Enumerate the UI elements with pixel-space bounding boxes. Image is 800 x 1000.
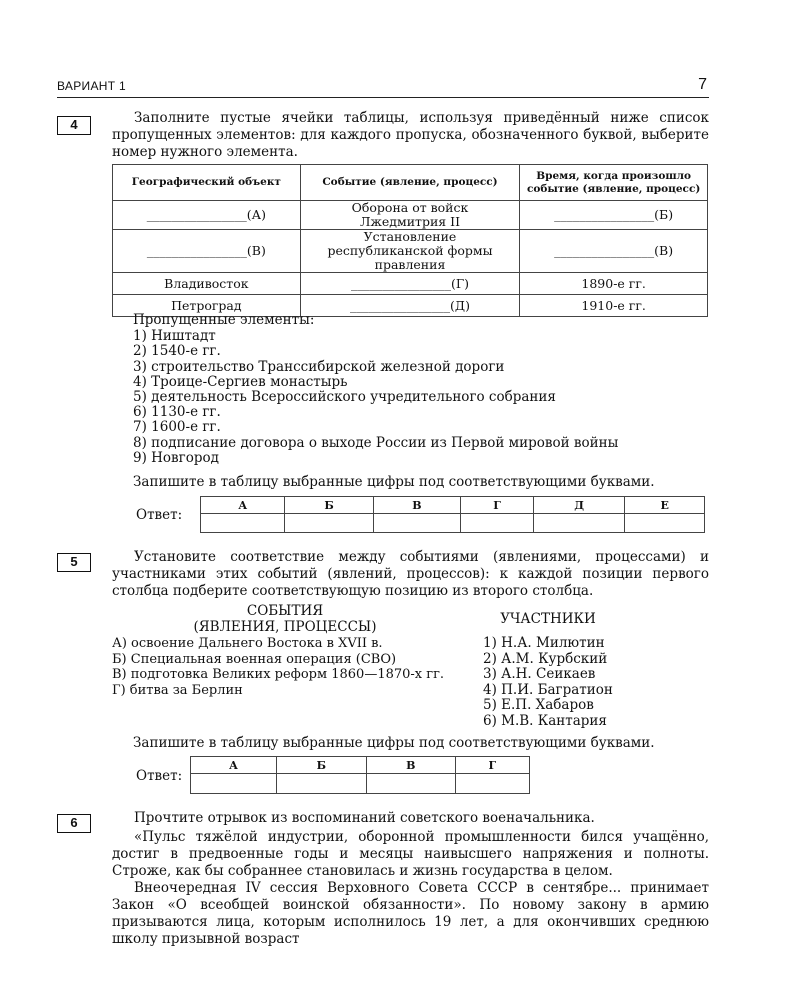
answer-letter: Б [285, 497, 373, 514]
answer-letter: В [373, 497, 460, 514]
answer-cell[interactable] [455, 774, 529, 794]
question-4-number: 4 [57, 116, 91, 135]
answer-letter: А [191, 757, 277, 774]
question-6-paragraph-2: Внеочередная IV сессия Верховного Совета СССР в сентябре... принимает Закон «О всеобщей воинской обязанности». По новому закону в армию призываются лица, которым исполнилось 19 лет, а для окончивших среднюю школу призывной возраст [112, 880, 709, 947]
list-item: 4) Троице-Сергиев монастырь [133, 373, 348, 390]
answer-cell[interactable] [285, 514, 373, 533]
page-header [57, 78, 709, 98]
table-row [113, 273, 708, 295]
list-item: 4) П.И. Багратион [483, 681, 613, 698]
table-cell: ________________(Д) [300, 295, 520, 317]
list-item: 2) 1540-е гг. [133, 343, 221, 360]
events-title-line-2: (ЯВЛЕНИЯ, ПРОЦЕССЫ) [193, 619, 377, 635]
list-item: 1) Ништадт [133, 328, 216, 345]
question-6-intro: Прочтите отрывок из воспоминаний советского военачальника. [134, 810, 595, 826]
question-4-intro: Заполните пустые ячейки таблицы, используя приведённый ниже список пропущенных элементов: для каждого пропуска, обозначенного буквой, выберите номер нужного элемента. [112, 110, 709, 160]
question-5-instruction: Запишите в таблицу выбранные цифры под соответствующими буквами. [133, 735, 655, 751]
answer-letter: Б [276, 757, 366, 774]
list-item: Б) Специальная военная операция (СВО) [112, 651, 397, 667]
table-header-event: Событие (явление, процесс) [300, 165, 520, 201]
answer-cell[interactable] [366, 774, 455, 794]
table-cell: ________________(Б) [520, 201, 708, 230]
page-number: 7 [698, 76, 707, 93]
events-title-line-1: СОБЫТИЯ [246, 603, 324, 619]
list-item: В) подготовка Великих реформ 1860—1870-х гг. [112, 667, 445, 682]
list-item: 1) Н.А. Милютин [483, 635, 605, 651]
list-item: 6) М.В. Кантария [483, 712, 607, 729]
answer-cell[interactable] [276, 774, 366, 794]
table-cell: ________________(Г) [300, 273, 520, 295]
question-4-answer-label: Ответ: [136, 507, 183, 523]
list-item: Г) битва за Берлин [112, 682, 243, 698]
participants-list [483, 636, 613, 729]
list-item: 3) А.Н. Сеикаев [483, 666, 596, 682]
table-row [113, 230, 708, 273]
question-5-answer-table [190, 756, 530, 794]
table-cell: Установление республиканской формы правления [300, 230, 520, 273]
list-item: 7) 1600-е гг. [133, 419, 221, 436]
variant-label: ВАРИАНТ 1 [57, 79, 126, 93]
answer-cell[interactable] [625, 514, 705, 533]
answer-cell[interactable] [534, 514, 625, 533]
question-5-number: 5 [57, 553, 91, 572]
question-4-table [112, 164, 708, 317]
table-cell: Владивосток [113, 273, 301, 295]
table-header-time: Время, когда произошло событие (явление, процесс) [520, 165, 708, 201]
answer-letter: Е [625, 497, 705, 514]
missing-elements-title: Пропущенные элементы: [133, 312, 315, 328]
question-5-intro: Установите соответствие между событиями (явлениями, процессами) и участниками этих событий (явлений, процессов): к каждой позиции первого столбца подберите соответствующую позицию из второго столбца. [112, 549, 709, 599]
events-list [112, 636, 444, 698]
participants-column-title: УЧАСТНИКИ [500, 611, 596, 627]
missing-elements-list [133, 313, 618, 466]
answer-cell[interactable] [461, 514, 534, 533]
table-row [113, 201, 708, 230]
list-item: 5) деятельность Всероссийского учредительного собрания [133, 389, 556, 406]
answer-cell[interactable] [373, 514, 460, 533]
list-item: 5) Е.П. Хабаров [483, 697, 594, 713]
list-item: 8) подписание договора о выходе России из Первой мировой войны [133, 434, 619, 451]
answer-letter: Г [455, 757, 529, 774]
question-4-answer-table [200, 496, 705, 533]
question-5-answer-label: Ответ: [136, 768, 183, 784]
answer-cell[interactable] [191, 774, 277, 794]
table-cell: ________________(В) [520, 230, 708, 273]
list-item: 9) Новгород [133, 449, 219, 466]
answer-letter: Г [461, 497, 534, 514]
answer-letter: В [366, 757, 455, 774]
answer-cell[interactable] [201, 514, 285, 533]
answer-letter: А [201, 497, 285, 514]
question-6-paragraph-1: «Пульс тяжёлой индустрии, оборонной промышленности бился учащённо, достиг в предвоенные годы и месяцы наивысшего напряжения и полноты. Строже, как бы собраннее становилась и жизнь государства в целом. [112, 829, 709, 879]
table-cell: ________________(В) [113, 230, 301, 273]
table-cell: 1910-е гг. [520, 295, 708, 317]
question-6-number: 6 [57, 814, 91, 833]
list-item: 6) 1130-е гг. [133, 404, 221, 421]
list-item: 3) строительство Транссибирской железной дороги [133, 358, 505, 375]
answer-letter: Д [534, 497, 625, 514]
table-header-object: Географический объект [113, 165, 301, 201]
table-cell: Оборона от войск Лжедмитрия II [300, 201, 520, 230]
question-4-instruction: Запишите в таблицу выбранные цифры под соответствующими буквами. [133, 474, 655, 490]
list-item: А) освоение Дальнего Востока в XVII в. [112, 636, 383, 651]
table-cell: 1890-е гг. [520, 273, 708, 295]
table-cell: Петроград [113, 295, 301, 317]
list-item: 2) А.М. Курбский [483, 650, 608, 667]
table-cell: ________________(А) [113, 201, 301, 230]
events-column-title [180, 603, 390, 635]
